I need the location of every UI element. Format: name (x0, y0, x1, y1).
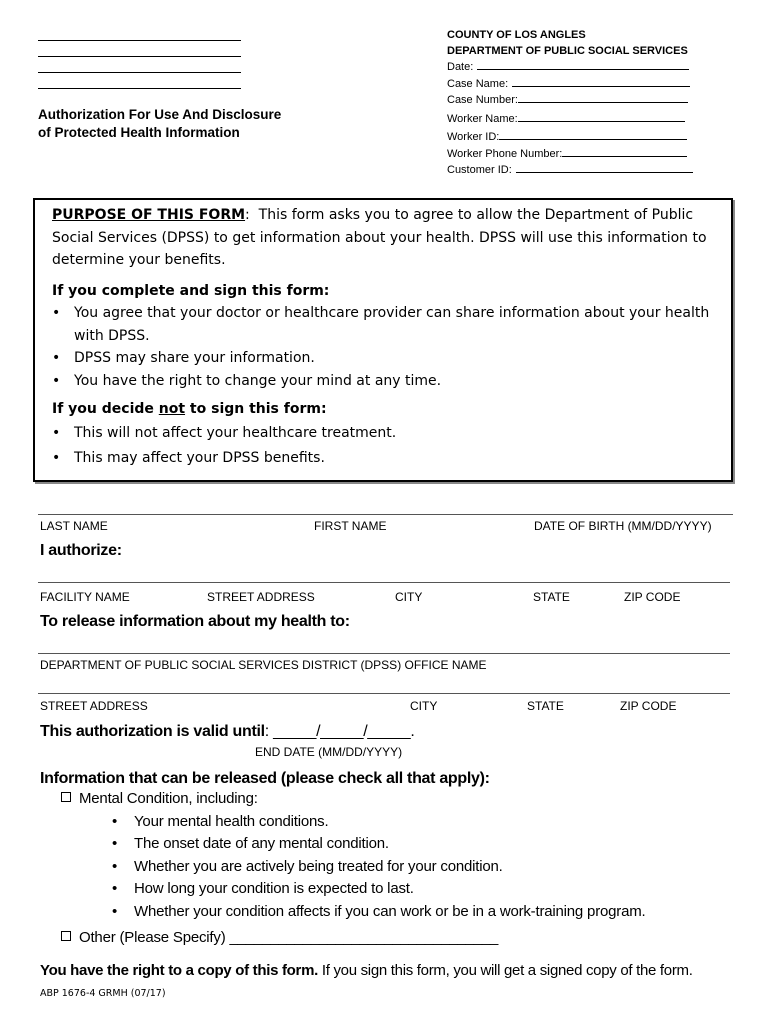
copy-notice-bold: You have the right to a copy of this form. (40, 962, 318, 979)
form-code: ABP 1676-4 GRMH (07/17) (40, 988, 166, 999)
office-name-line[interactable] (38, 653, 730, 654)
form-title-line1: Authorization For Use And Disclosure (38, 107, 282, 122)
decide-item: • This may affect your DPSS benefits. (52, 446, 728, 471)
copy-notice-text: If you sign this form, you will get a signed copy of the form. (317, 962, 693, 979)
worker-name-field[interactable]: Worker Name: (447, 111, 707, 128)
office-name-label: DEPARTMENT OF PUBLIC SOCIAL SERVICES DISTRICT (DPSS) OFFICE NAME (40, 658, 487, 672)
department-name: DEPARTMENT OF PUBLIC SOCIAL SERVICES (447, 44, 688, 57)
decide-list (52, 421, 728, 471)
address-line-3[interactable] (38, 72, 241, 73)
office-state-label: STATE (527, 699, 564, 713)
facility-state-label: STATE (533, 590, 570, 604)
case-name-field[interactable]: Case Name: (447, 76, 707, 93)
decide-not: not (158, 401, 186, 417)
mental-item: • How long your condition is expected to last. (112, 878, 712, 900)
complete-item: • You agree that your doctor or healthcare provider can share information about your health with DPSS. (52, 302, 728, 347)
dob-label: DATE OF BIRTH (MM/DD/YYYY) (534, 519, 712, 533)
address-line-2[interactable] (38, 56, 241, 57)
mental-item: • Whether you are actively being treated for your condition. (112, 856, 712, 878)
end-date-label: END DATE (MM/DD/YYYY) (255, 745, 403, 759)
office-street-label: STREET ADDRESS (40, 699, 148, 713)
facility-name-label: FACILITY NAME (40, 590, 130, 604)
customer-id-field[interactable]: Customer ID: (447, 162, 707, 179)
first-name-label: FIRST NAME (314, 519, 387, 533)
facility-line[interactable] (38, 582, 730, 583)
mental-label: Mental Condition, including: (79, 790, 258, 807)
form-title-line2: of Protected Health Information (38, 125, 240, 140)
county-name: COUNTY OF LOS ANGLES (447, 29, 586, 41)
facility-street-label: STREET ADDRESS (207, 590, 315, 604)
mental-item: • The onset date of any mental condition. (112, 833, 712, 855)
worker-phone-field[interactable]: Worker Phone Number: (447, 146, 707, 163)
release-heading: To release information about my health to: (40, 613, 350, 630)
complete-item: • DPSS may share your information. (52, 347, 728, 370)
office-city-label: CITY (410, 699, 438, 713)
mental-condition-option[interactable] (61, 790, 258, 807)
purpose-box (33, 198, 733, 482)
mental-item: • Whether your condition affects if you can work or be in a work-training program. (112, 901, 712, 923)
decide-item: • This will not affect your healthcare treatment. (52, 421, 728, 446)
form-title (38, 106, 281, 142)
mental-checkbox[interactable] (61, 792, 71, 802)
validity-row[interactable] (40, 723, 415, 741)
purpose-paragraph: PURPOSE OF THIS FORM: This form asks you to agree to allow the Department of Public Social Services (DPSS) to get information about your health. DPSS will use this information to determine your benefits. (52, 207, 707, 268)
decide-heading: If you decide not to sign this form: (52, 401, 327, 417)
copy-notice (40, 962, 693, 979)
validity-heading: This authorization is valid until (40, 723, 265, 740)
purpose-text: This form asks you to agree to allow the Department of Public Social Services (DPSS) to get information about your health. DPSS will use this information to determine your benefits. (52, 207, 707, 268)
address-line-1[interactable] (38, 40, 241, 41)
info-heading: Information that can be released (please check all that apply): (40, 770, 490, 787)
authorize-heading: I authorize: (40, 542, 122, 559)
address-line-4[interactable] (38, 88, 241, 89)
last-name-label: LAST NAME (40, 519, 108, 533)
facility-city-label: CITY (395, 590, 423, 604)
facility-zip-label: ZIP CODE (624, 590, 681, 604)
mental-item: • Your mental health conditions. (112, 811, 712, 833)
complete-item: • You have the right to change your mind at any time. (52, 370, 728, 393)
office-zip-label: ZIP CODE (620, 699, 677, 713)
other-option[interactable] (61, 929, 498, 946)
mental-list (112, 811, 712, 923)
complete-list (52, 302, 728, 392)
other-checkbox[interactable] (61, 931, 71, 941)
purpose-heading: PURPOSE OF THIS FORM (52, 207, 246, 223)
office-address-line[interactable] (38, 693, 730, 694)
case-number-field[interactable]: Case Number: (447, 92, 707, 109)
county-header (447, 28, 707, 179)
complete-heading: If you complete and sign this form: (52, 282, 330, 299)
other-label[interactable]: Other (Please Specify) _________________________________ (79, 929, 499, 946)
date-field[interactable]: Date: (447, 59, 707, 76)
purpose-content (52, 204, 728, 471)
validity-blanks[interactable]: : _____/_____/_____. (264, 723, 415, 740)
worker-id-field[interactable]: Worker ID: (447, 129, 707, 146)
name-line[interactable] (38, 514, 733, 515)
